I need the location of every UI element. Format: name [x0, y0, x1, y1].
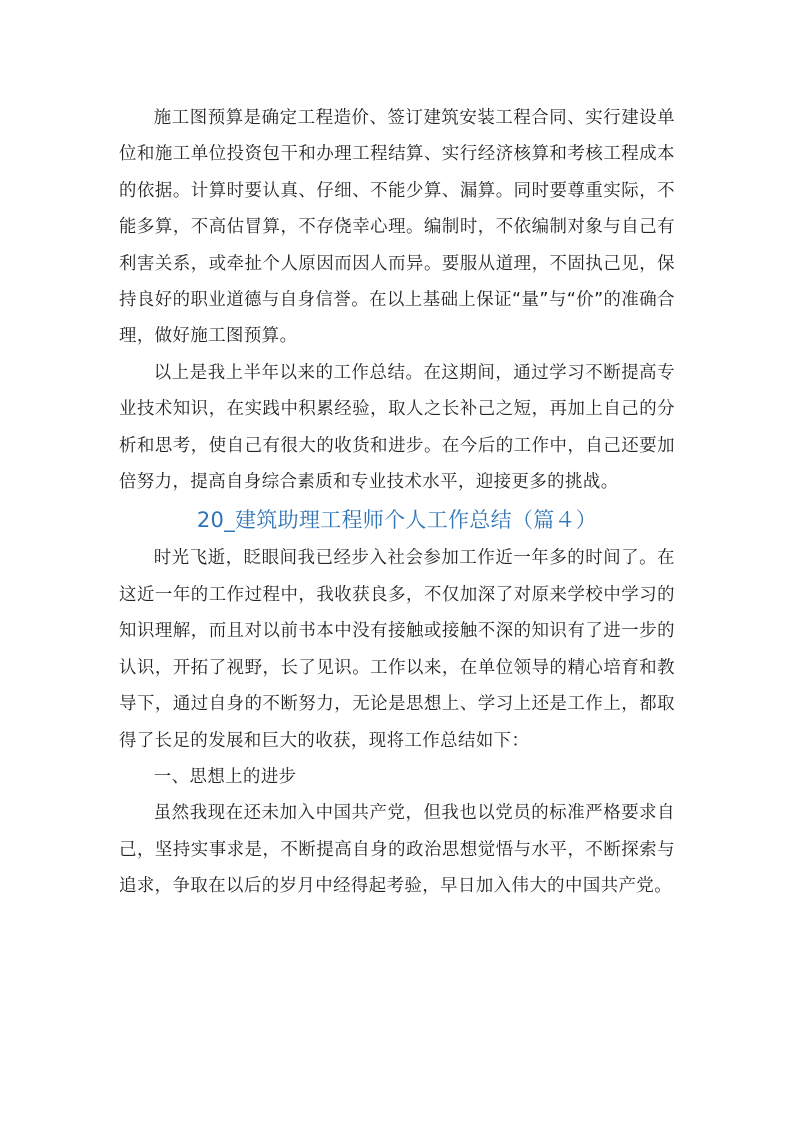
- section-heading: 20_建筑助理工程师个人工作总结（篇４）: [196, 508, 598, 533]
- paragraph-intro: 时光飞逝，眨眼间我已经步入社会参加工作近一年多的时间了。在这近一年的工作过程中，我收获良多，不仅加深了对原来学校中学习的知识理解，而且对以前书本中没有接触或接触不深的知识有了进一步的认识，开拓了视野，长了见识。工作以来，在单位领导的精心培育和教导下，通过自身的不断努力，无论是思想上、学习上还是工作上，都取得了长足的发展和巨大的收获，现将工作总结如下：: [119, 548, 675, 751]
- document-body: [119, 100, 675, 905]
- paragraph-budget-basis: 施工图预算是确定工程造价、签订建筑安装工程合同、实行建设单位和施工单位投资包干和办理工程结算、实行经济核算和考核工程成本的依据。计算时要认真、仔细、不能少算、漏算。同时要尊重实际，不能多算，不高估冒算，不存侥幸心理。编制时，不依编制对象与自己有利害关系，或牵扯个人原因而因人而异。要服从道理，不固执己见，保持良好的职业道德与自身信誉。在以上基础上保证“量”与“价”的准确合理，做好施工图预算。: [119, 108, 675, 347]
- subheading-ideological-progress: 一、思想上的进步: [153, 766, 297, 787]
- paragraph-ideological-progress: 虽然我现在还未加入中国共产党，但我也以党员的标准严格要求自己，坚持实事求是，不断提高自身的政治思想觉悟与水平，不断探索与追求，争取在以后的岁月中经得起考验，早日加入伟大的中国共产党。: [119, 803, 675, 897]
- paragraph-half-year-summary: 以上是我上半年以来的工作总结。在这期间，通过学习不断提高专业技术知识，在实践中积累经验，取人之长补己之短，再加上自己的分析和思考，使自己有很大的收货和进步。在今后的工作中，自己还要加倍努力，提高自身综合素质和专业技术水平，迎接更多的挑战。: [119, 362, 675, 493]
